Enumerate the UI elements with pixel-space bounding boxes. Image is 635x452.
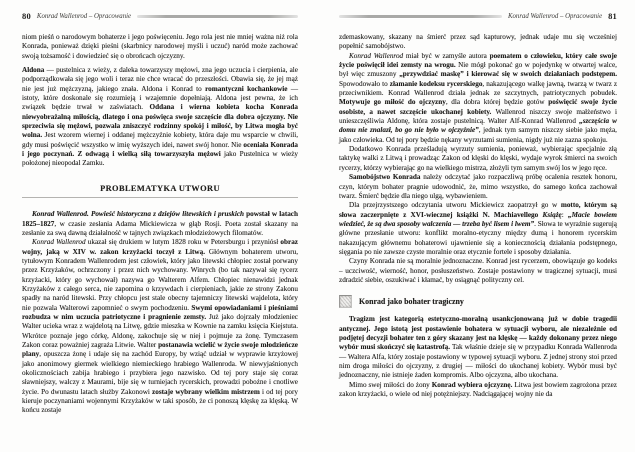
paragraph: Konrad Wallenrod miał być w zamyśle autora poematem o człowieku, który całe swoje życie poświęcił idei zemsty na wrogu. Nie mógł pokonać go w pojedynkę w otwartej walce, był więc zmuszony „przywdziać maskę” i kierować się w swoich działaniach podstępem. Spowodowało to złamanie kodeksu rycerskiego, nakazującego walkę jawną, twarzą w twarz z przeciwnikiem. Konrad Wallenrod działa jednak ze szczytnych, patriotycznych pobudek. Motywuje go miłość do ojczyzny, dla dobra której będzie gotów poświęcić swoje życie osobiste, a nawet szczęście ukochanej kobiety. Wallenrod niszczy swoje małżeństwo i unieszczęśliwia Aldonę, która zostaje pustelnicą. Walter Alf-Konrad Wallenrod „szczęścia w domu nie znalazł, bo go nie było w ojczyźnie”, jednak tym samym niszczy siebie jako męża, jako człowieka. Od tej pory będzie nękany wyrzutami sumienia, nigdy już nie zazna spokoju.: [339, 51, 618, 144]
left-page-content: [22, 33, 298, 416]
paragraph: Konrad Wallenrod ukazał się drukiem w lutym 1828 roku w Petersburgu i przyniósł obraz wojny, jaką w XIV w. zakon krzyżacki toczył z Litwą. Głównym bohaterem utworu, tytułowym Konradem Wallenrodem jest człowiek, który jako litewski chłopiec został porwany przez Krzyżaków, ochrzczony i przez nich wychowany. Winrych (bo tak nazywał się rycerz krzyżacki, który go wychował) nazywa go Walterem Alfem. Chłopiec nienawidzi jednak Krzyżaków z całego serca, nie zapomina o krzywdach i cierpieniach, jakie ze strony Zakonu spadły na naród litewski. Przy chłopcu jest stale obecny tajemniczy litewski wajdelota, który nie pozwala Walterowi zapomnieć o swym pochodzeniu. Swymi opowiadaniami i pieśniami rozbudza w nim uczucia patriotyczne i pragnienie zemsty. Już jako dojrzały młodzieniec Walter ucieka wraz z wajdelotą na Litwę, gdzie mieszka w Kownie na zamku księcia Kiejstuta. Wkrótce poznaje jego córkę, Aldonę, zakochuje się w niej i pojmuje za żonę. Tymczasem Zakon coraz poważniej zagraża Litwie. Walter postanawia wcielić w życie swoje młodzieńcze plany, opuszcza żonę i udaje się na zachód Europy, by wziąć udział w wyprawie krzyżowej jako anonimowy giermek wielkiego niemieckiego hrabiego Wallenroda. W niewyjaśnionych okolicznościach zabija hrabiego i przybiera jego nazwisko. Od tej pory staje się coraz sławniejszy, walczy z Maurami, bije się w turniejach rycerskich, prowadzi pobożne i cnotliwe życie. Po dwunastu latach służby Zakonowi zostaje wybrany wielkim mistrzem i od tej pory kieruje poczynaniami wojennymi Krzyżaków w taki sposób, że ci ponoszą klęskę za klęską. W końcu zostaje: [22, 238, 298, 415]
subsection-heading: [339, 295, 617, 308]
page-left: [22, 0, 298, 452]
header-rule-bar-left: [137, 15, 298, 18]
section-marker-icon: [339, 295, 352, 308]
running-title-left: Konrad Wallenrod – Opracowanie: [36, 12, 131, 20]
subsection-heading-label: Konrad jako bohater tragiczny: [359, 297, 464, 307]
running-title-right: Konrad Wallenrod – Opracowanie: [508, 12, 603, 20]
section-heading: PROBLEMATYKA UTWORU: [100, 183, 220, 193]
page-number-right: 81: [608, 11, 617, 21]
paragraph: Czyny Konrada nie są moralnie jednoznaczne. Konrad jest rycerzem, obowiązuje go kodeks – uczciwość, wierność, honor, posłuszeństwo. Zostaje postawiony w tragicznej sytuacji, musi zdradzić siebie, oszukiwać i kłamać, by osiągnąć polityczny cel.: [339, 257, 617, 284]
paragraph: Aldona — pustelnica z wieży, z daleka towarzyszy mężowi, zna jego uczucia i cierpienia, ale podporządkowała się jego woli i teraz nie chce wracać do przeszłości. Obawia się, że jej mąż nie jest już mężczyzną, jakiego znała. Aldona i Konrad to romantyczni kochankowie — istoty, które doskonale się rozumieją i wzajemnie dopełniają. Aldona jest pewna, że ich związek będzie trwał w zaświatach. Oddana i wierna kobieta kocha Konrada niewyobrażalną miłością, dlatego i ona poświęca swoje szczęście dla dobra ojczyzny. Nie sprzeciwia się mężowi, pozwala zniszczyć rodzinny spokój i miłość, by Litwa mogła być wolna. Jest wzorem wiernej i oddanej mężczyźnie kobiety, która daje mu wsparcie w chwili, gdy musi poświęcić wszystko w imię wyższych idei, nawet swój honor. Nie oceniała Konrada i jego poczynań. Z odwagą i wielką siłą towarzyszyła mężowi jako Pustelnica w wieży położonej nieopodal Zamku.: [22, 66, 299, 168]
paragraph: Samobójstwo Konrada należy odczytać jako rozpaczliwą próbę ocalenia resztek honoru, czyn, którym bohater pragnie udowodnić, że, mimo wszystko, do samego końca zachował twarz. Śmierć będzie dla niego ulgą, wybawieniem.: [339, 173, 617, 200]
paragraph: Dodatkowo Konrada prześladują wyrzuty sumienia, ponieważ, wybierając specjalnie złą taktykę walki z Litwą i prowadząc Zakon od klęski do klęski, wydaje wyrok śmierci na swoich rycerzy, którzy wybierając go na wielkiego mistrza, złożyli tym samym swój los w jego ręce.: [339, 145, 617, 172]
paragraph: Mimo swej miłości do żony Konrad wybiera ojczyznę. Litwa jest bowiem zagrożona przez zakon krzyżacki, o wiele od niej potężniejszy. Nadciągającej wojny nie da: [339, 380, 617, 399]
paragraph: zdemaskowany, skazany na śmierć przez sąd kapturowy, jednak udaje mu się wcześniej popełnić samobójstwo.: [339, 33, 617, 51]
paragraph: niom pieśń o narodowym bohaterze i jego poświęceniu. Jego rola jest nie mniej ważna niż rola Konrada, ponieważ dzięki pieśni (skarbnicy narodowej myśli i uczuć) naród może zachować swoją tożsamość i dowiedzieć się o obrońcach ojczyzny.: [22, 33, 298, 60]
right-page-header: [339, 11, 617, 21]
header-rule-bar-right: [339, 15, 502, 18]
page-right: [339, 0, 617, 452]
left-page-header: [22, 11, 298, 21]
paragraph: Dla przejrzystszego odczytania utworu Mickiewicz zaopatrzył go w motto, którym są słowa zaczerpnięte z XVI-wiecznej książki N. Machiavellego Książę: „Macie bowiem wiedzieć, że są dwa sposoby walczenia — trzeba być lisem i lwem”. Słowa te wyraźnie sugerują główne przesłanie utworu: konflikt moralno-etyczny między dumą i honorem rycerskim nakazującym głównemu bohaterowi ujawnienie się a koniecznością działania podstępnego, sięgania po nie zawsze czyste moralnie oraz etycznie fortele i sposoby działania.: [339, 201, 618, 256]
paragraph: Konrad Wallenrod. Powieść historyczna z dziejów litewskich i pruskich powstał w latach 1825–1827, w czasie zesłania Adama Mickiewicza w głąb Rosji. Poeta został skazany na zesłanie za swą dawną działalność w tajnych związkach młodzieżowych filomatów.: [22, 210, 298, 237]
paragraph: Tragizm jest kategorią estetyczno-moralną usankcjonowaną już w dobie tragedii antycznej. Jego istotą jest postawienie bohatera w sytuacji wyboru, ale niezależnie od podjętej decyzji bohater ten z góry skazany jest na klęskę — każdy dokonany przez niego wybór musi skończyć się katastrofą. Tak właśnie dzieje się w przypadku Konrada Wallenroda — Waltera Alfa, który zostaje postawiony w typowej sytuacji wyboru. Z jednej strony stoi przed nim droga miłości do ojczyzny, z drugiej — miłości do ukochanej kobiety. Wybór musi być jednoznaczny, nie istnieje żaden kompromis. Albo ojczyzna, albo ukochana.: [339, 315, 617, 380]
page-number-left: 80: [22, 11, 31, 21]
right-page-content: [339, 33, 617, 399]
heading-rule: [22, 197, 298, 198]
